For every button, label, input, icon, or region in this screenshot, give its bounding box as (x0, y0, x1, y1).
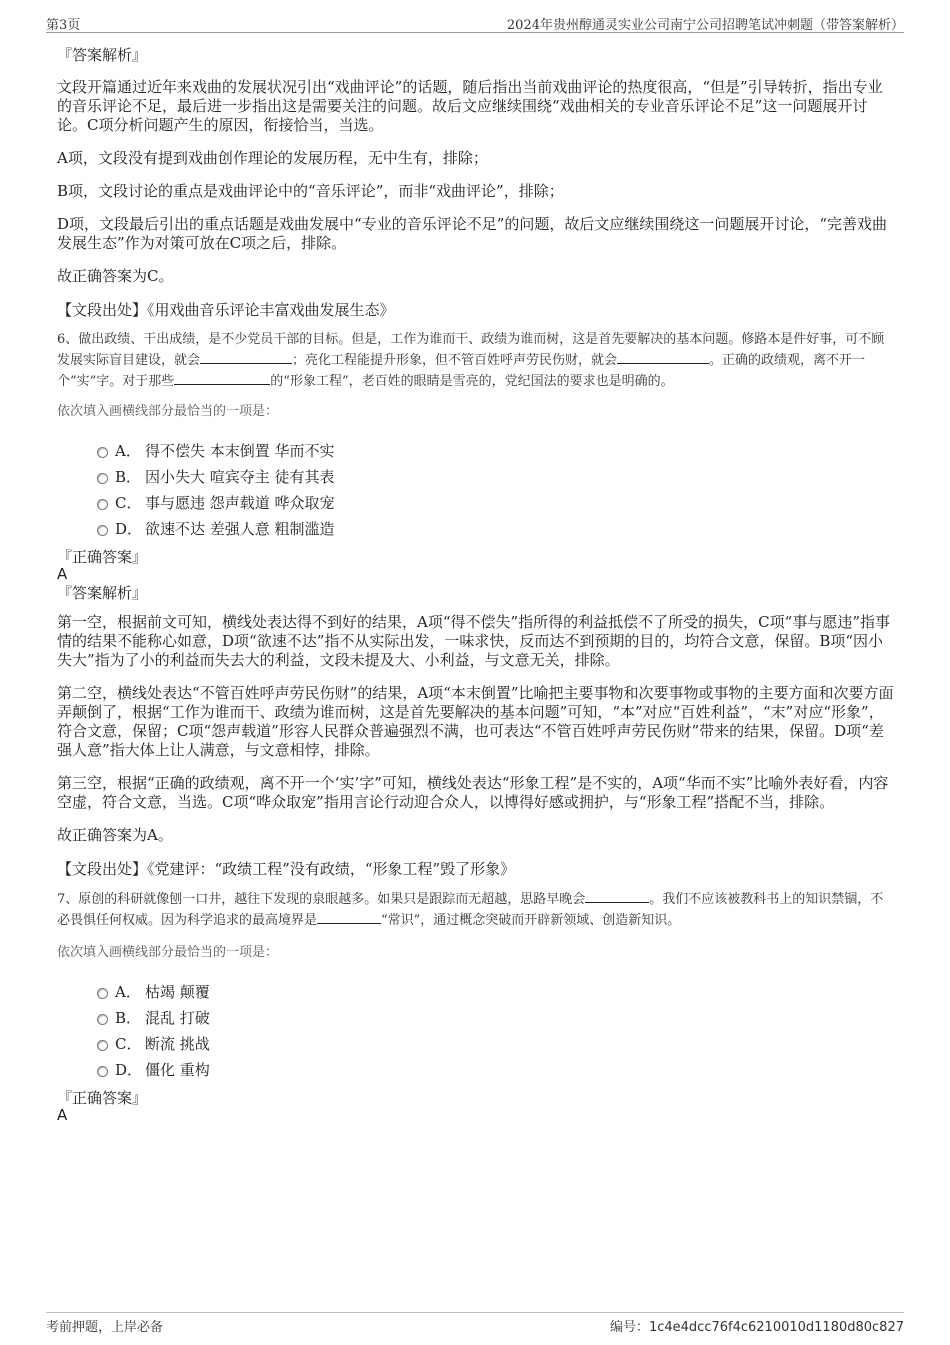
question-7-stem: 7、原创的科研就像刨一口井，越往下发现的泉眼越多。如果只是跟踪而无超越，思路早晚会 。我们不应该被教科书上的知识禁锢，不必畏惧任何权威。因为科学追求的最高境界是 “常识”，通过概念突破而开辟新领域、创造新知识。 (57, 889, 895, 931)
blank-2 (317, 910, 381, 924)
correct-answer: A (57, 1106, 68, 1124)
document-title: 2024年贵州醇通灵实业公司南宁公司招聘笔试冲刺题（带答案解析） (506, 18, 904, 33)
option-c[interactable]: C． 事与愿违 怨声载道 哗众取宠 (57, 490, 895, 516)
blank-2 (617, 350, 709, 364)
answer-label: 『正确答案』 (57, 548, 148, 566)
question-prompt: 依次填入画横线部分最恰当的一项是： (57, 945, 279, 960)
radio-icon[interactable] (97, 473, 108, 484)
question-6-stem: 6、做出政绩、干出成绩，是不少党员干部的目标。但是，工作为谁而干、政绩为谁而树，这是首先要解决的基本问题。修路本是件好事，可不顾发展实际盲目建设，就会 ；亮化工程能提升形象，但不管百姓呼声劳民伤财，就会 。正确的政绩观，离不开一个“实”字。对于那些 的“形象工程”，老百姓的眼睛是雪亮的，党纪国法的要求也是明确的。 (57, 332, 885, 389)
radio-icon[interactable] (97, 1066, 108, 1077)
analysis-label: 『答案解析』 (57, 584, 148, 602)
footer-slogan: 考前押题，上岸必备 (46, 1320, 164, 1335)
correct-answer: A (57, 565, 68, 583)
analysis-paragraph: 第二空，横线处表达“不管百姓呼声劳民伤财”的结果，A项“本末倒置”比喻把主要事物和次要事物或事物的主要方面和次要方面弄颠倒了，根据“工作为谁而干、政绩为谁而树，这是首先要解决的基本问题”可知，“本”对应“百姓利益”，“末”对应“形象”，符合文意，保留；C项“怨声载道”形容人民群众普遍强烈不满，也可表达“不管百姓呼声劳民伤财”带来的结果，保留。D项“差强人意”指大体上让人满意，与文意相悖，排除。 (57, 684, 894, 759)
analysis-paragraph: 第三空，根据“正确的政绩观，离不开一个‘实’字”可知，横线处表达“形象工程”是不实的，A项“华而不实”比喻外表好看，内容空虚，符合文意，当选。C项“哗众取宠”指用言论行动迎合众人，以博得好感或拥护，与“形象工程”搭配不当，排除。 (57, 774, 889, 811)
radio-icon[interactable] (97, 525, 108, 536)
analysis-paragraph: B项，文段讨论的重点是戏曲评论中的“音乐评论”，而非“戏曲评论”，排除； (57, 182, 564, 200)
radio-icon[interactable] (97, 988, 108, 999)
option-d[interactable]: D． 僵化 重构 (57, 1057, 895, 1083)
analysis-paragraph: 故正确答案为C。 (57, 267, 174, 285)
question-prompt: 依次填入画横线部分最恰当的一项是： (57, 404, 279, 419)
radio-icon[interactable] (97, 1014, 108, 1025)
analysis-paragraph: 第一空，根据前文可知，横线处表达得不到好的结果，A项“得不偿失”指所得的利益抵偿不了所受的损失，C项“事与愿违”指事情的结果不能称心如意，D项“欲速不达”指不从实际出发，一味求快，反而达不到预期的目的，均符合文意，保留。B项“因小失大”指为了小的利益而失去大的利益，文段未提及大、小利益，与文意无关，排除。 (57, 613, 890, 669)
blank-1 (200, 350, 292, 364)
answer-label: 『正确答案』 (57, 1089, 148, 1107)
analysis-paragraph: 故正确答案为A。 (57, 826, 173, 844)
blank-1 (585, 889, 649, 903)
page-footer (46, 1312, 904, 1335)
analysis-paragraph: A项，文段没有提到戏曲创作理论的发展历程，无中生有，排除； (57, 149, 488, 167)
page-number: 第3页 (46, 18, 81, 33)
option-b[interactable]: B． 混乱 打破 (57, 1005, 895, 1031)
option-b[interactable]: B． 因小失大 喧宾夺主 徒有其表 (57, 464, 895, 490)
option-d[interactable]: D． 欲速不达 差强人意 粗制滥造 (57, 516, 895, 542)
passage-source: 【文段出处】《党建评：“政绩工程”没有政绩，“形象工程”毁了形象》 (57, 860, 516, 878)
option-c[interactable]: C． 断流 挑战 (57, 1031, 895, 1057)
blank-3 (174, 371, 270, 385)
option-a[interactable]: A． 枯竭 颠覆 (57, 979, 895, 1005)
analysis-label: 『答案解析』 (57, 46, 148, 64)
analysis-paragraph: D项，文段最后引出的重点话题是戏曲发展中“专业的音乐评论不足”的问题，故后文应继续围绕这一问题展开讨论，“完善戏曲发展生态”作为对策可放在C项之后，排除。 (57, 215, 888, 252)
passage-source: 【文段出处】《用戏曲音乐评论丰富戏曲发展生态》 (57, 301, 395, 319)
option-list (57, 438, 895, 542)
option-a[interactable]: A． 得不偿失 本末倒置 华而不实 (57, 438, 895, 464)
radio-icon[interactable] (97, 499, 108, 510)
option-list (57, 979, 895, 1083)
document-body (57, 44, 895, 1124)
document-code: 编号：1c4e4dcc76f4c6210010d1180d80c827 (609, 1320, 904, 1335)
analysis-paragraph: 文段开篇通过近年来戏曲的发展状况引出“戏曲评论”的话题，随后指出当前戏曲评论的热度很高，“但是”引导转折，指出专业的音乐评论不足，最后进一步指出这是需要关注的问题。故后文应继续围绕“戏曲相关的专业音乐评论不足”这一问题展开讨论。C项分析问题产生的原因，衔接恰当，当选。 (57, 78, 883, 134)
radio-icon[interactable] (97, 1040, 108, 1051)
radio-icon[interactable] (97, 447, 108, 458)
page-header (46, 12, 904, 33)
